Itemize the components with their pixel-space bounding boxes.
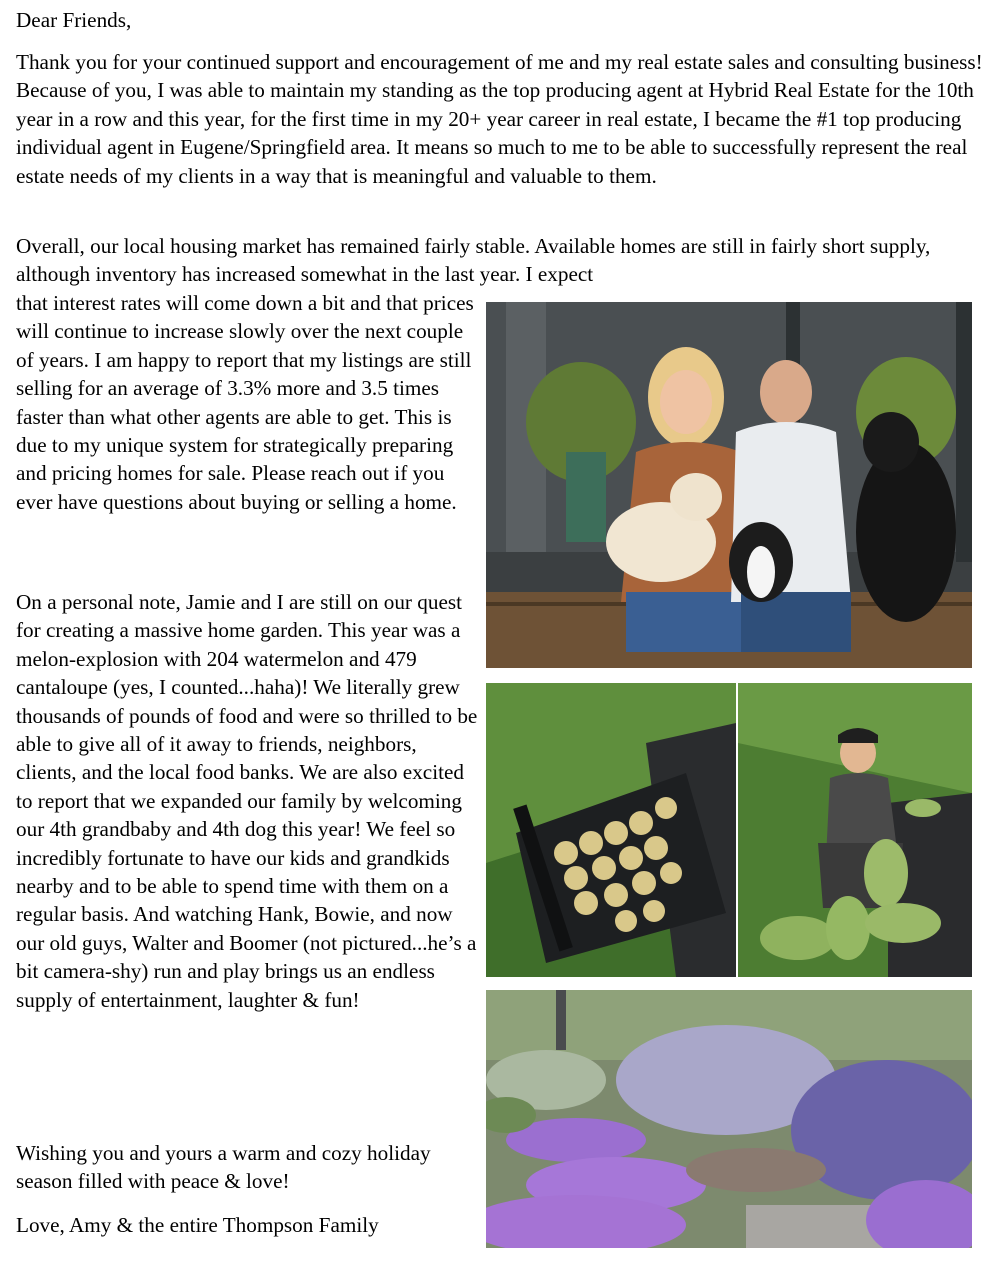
family-photo-illustration	[486, 302, 972, 668]
melon-cart-illustration	[486, 683, 736, 977]
family-photo	[486, 302, 972, 668]
paragraph-holiday-wishes: Wishing you and yours a warm and cozy holiday season filled with peace & love!	[16, 1141, 431, 1194]
watermelon-harvest-photo	[738, 683, 972, 977]
paragraph-personal-note: On a personal note, Jamie and I are still on our quest for creating a massive home garden. This year was a melon-explosion with 204 watermelon and 479 cantaloupe (yes, I counted...haha)! We literally grew thousands of pounds of food and were so thrilled to be able to give all of it away to friends, neighbors, clients, and the local food banks. We are also excited to report that we expanded our family by welcoming our 4th grandbaby and 4th dog this year! We feel so incredibly fortunate to have our kids and grandkids nearby and to be able to spend time with them on a regular basis. And watching Hank, Bowie, and now our old guys, Walter and Boomer (not pictured...he’s a bit camera-shy) run and play brings us an endless supply of entertainment, laughter & fun!	[16, 590, 478, 1012]
watermelon-harvest-illustration	[738, 683, 972, 977]
salutation: Dear Friends,	[16, 8, 132, 32]
paragraph-market-rest: that interest rates will come down a bit and that prices will continue to increase slowly over the next couple of years. I am happy to report that my listings are still selling for an average of 3.3% more and 3.5 times faster than what other agents are able to get. This is due to my unique system for strategically preparing and pricing homes for sale. Please reach out if you ever have questions about buying or selling a home.	[16, 291, 474, 514]
lavender-garden-illustration	[486, 990, 972, 1248]
lavender-garden-photo	[486, 990, 972, 1248]
paragraph-business-thanks: Thank you for your continued support and encouragement of me and my real estate sales and consulting business! Because of you, I was able to maintain my standing as the top producing agent at Hybrid Real Estate for the 10th year in a row and this year, for the first time in my 20+ year career in real estate, I became the #1 top producing individual agent in Eugene/Springfield area. It means so much to me to be able to successfully represent the real estate needs of my clients in a way that is meaningful and valuable to them.	[16, 50, 983, 188]
melon-cart-photo	[486, 683, 736, 977]
paragraph-market-lead: Overall, our local housing market has remained fairly stable. Available homes are still in fairly short supply, although inventory has increased somewhat in the last year. I expect	[16, 234, 931, 287]
signoff: Love, Amy & the entire Thompson Family	[16, 1213, 379, 1237]
